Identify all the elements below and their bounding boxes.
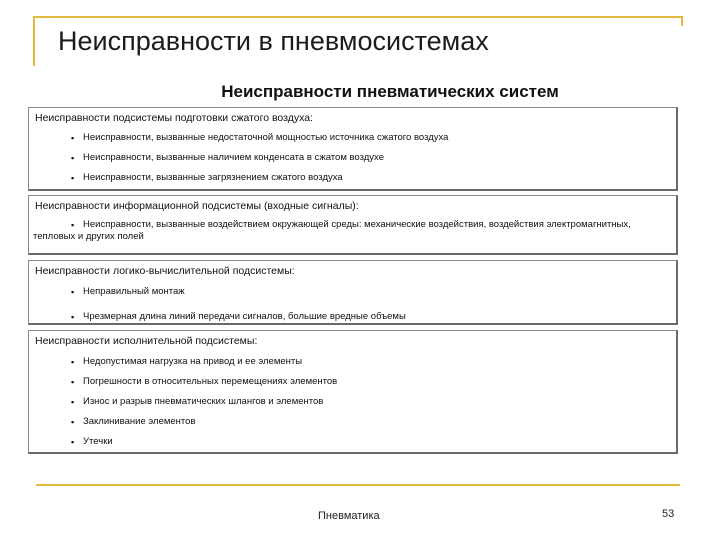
top-accent-line [33,16,683,18]
list-item: ▪ Чрезмерная длина линий передачи сигналов, большие вредные объемы [29,311,676,323]
section-logic-computing [28,260,678,325]
section-heading: Неисправности информационной подсистемы (входные сигналы): [35,200,359,212]
section-item-list [29,286,676,323]
section-heading: Неисправности исполнительной подсистемы: [35,335,258,347]
page-number: 53 [662,508,675,520]
section-heading: Неисправности подсистемы подготовки сжатого воздуха: [35,112,313,124]
section-item-list [29,356,676,448]
slide-subtitle: Неисправности пневматических систем [221,82,559,101]
list-item: ▪ Износ и разрыв пневматических шлангов и элементов [29,396,676,408]
list-item: ▪ Неисправности, вызванные наличием конденсата в сжатом воздухе [29,152,676,164]
section-heading: Неисправности логико-вычислительной подсистемы: [35,265,295,277]
list-item: ▪ Недопустимая нагрузка на привод и ее элементы [29,356,676,368]
section-item-list [29,219,676,243]
list-item: ▪ Неправильный монтаж [29,286,676,298]
section-item-list [29,132,676,184]
section-actuator [28,330,678,454]
footer-label: Пневматика [318,510,380,522]
list-item: ▪ Неисправности, вызванные воздействием окружающей среды: механические воздействия, воздействия электромагнитных, тепловых и других полей [29,219,676,243]
slide-title: Неисправности в пневмосистемах [58,26,489,56]
left-accent-line [33,16,35,66]
section-air-preparation [28,107,678,191]
section-information [28,195,678,255]
list-item: ▪ Неисправности, вызванные недостаточной мощностью источника сжатого воздуха [29,132,676,144]
list-item: ▪ Заклинивание элементов [29,416,676,428]
right-accent-tick [681,16,683,26]
list-item: ▪ Неисправности, вызванные загрязнением сжатого воздуха [29,172,676,184]
footer-rule [36,484,680,486]
list-item: ▪ Утечки [29,436,676,448]
list-item: ▪ Погрешности в относительных перемещениях элементов [29,376,676,388]
